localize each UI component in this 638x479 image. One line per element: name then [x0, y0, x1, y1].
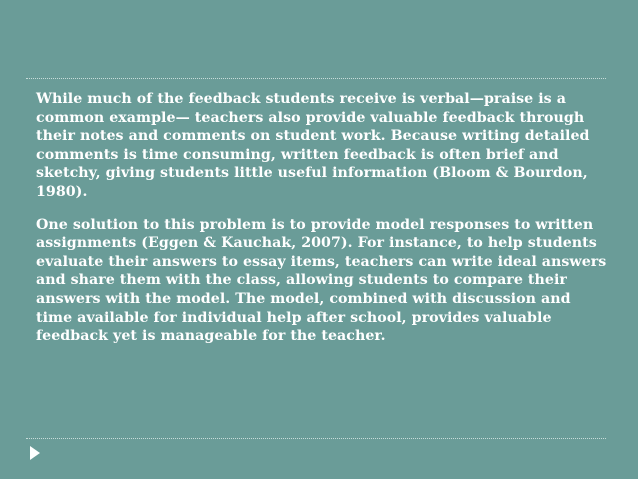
top-divider [26, 78, 606, 79]
play-triangle-icon[interactable] [30, 446, 40, 460]
paragraph-1: While much of the feedback students receive is verbal—praise is a common example— teachers also provide valuable feedback through their notes and comments on student work. Because writing detailed comments is time consuming, written feedback is often brief and sketchy, giving students little useful information (Bloom & Bourdon, 1980). [36, 91, 590, 200]
bottom-divider [26, 438, 606, 439]
paragraph-2: One solution to this problem is to provide model responses to written assignments (Eggen & Kauchak, 2007). For instance, to help students evaluate their answers to essay items, teachers can write ideal answers and share them with the class, allowing students to compare their answers with the model. The model, combined with discussion and time available for individual help after school, provides valuable feedback yet is manageable for the teacher. [36, 216, 607, 345]
slide-content [36, 90, 611, 360]
